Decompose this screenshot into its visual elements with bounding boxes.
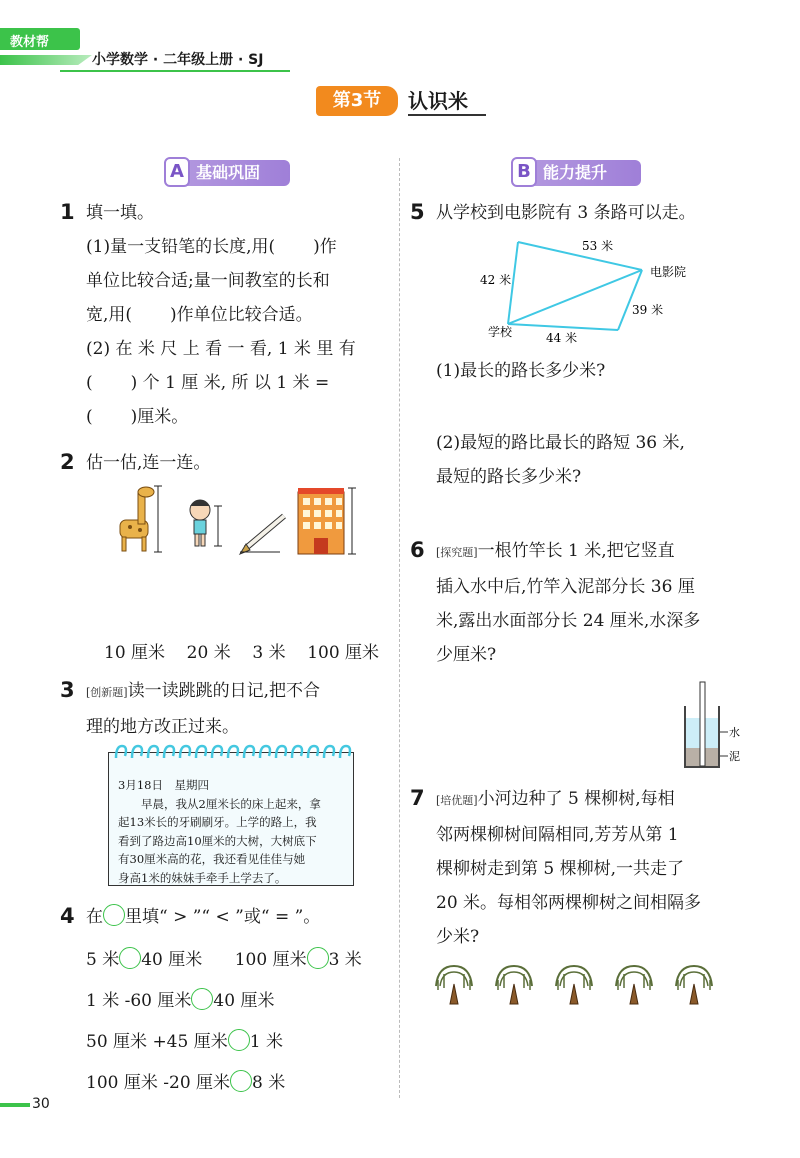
answer-circle[interactable]: [230, 1070, 252, 1092]
spiral-binding-icon: [110, 742, 354, 762]
q4-row: [86, 981, 398, 1022]
q6-text: [436, 534, 766, 672]
q7-line1: 小河边种了 5 棵柳树,每相: [477, 789, 675, 809]
q4-number: 4: [60, 904, 75, 928]
q1-p2e: )厘米。: [130, 407, 189, 427]
column-divider: [399, 158, 400, 1098]
beaker-diagram: [672, 680, 748, 770]
q3-number: 3: [60, 678, 75, 702]
q3-line2: 理的地方改正过来。: [86, 717, 239, 737]
answer-circle[interactable]: [103, 904, 125, 926]
q4-left: 1 米 -60 厘米: [86, 991, 192, 1011]
q1-p1b: )作: [313, 237, 337, 257]
book-title: 小学数学 · 二年级上册 · SJ: [92, 52, 264, 68]
q2-option: 10 厘米: [104, 643, 166, 663]
diary-date: 3月18日 星期四: [118, 778, 209, 792]
school-label: 学校: [488, 325, 513, 339]
q4-row: [86, 940, 398, 981]
q4-right: 40 厘米: [213, 991, 275, 1011]
q4-rows: [86, 940, 398, 1104]
q6-tag: [探究题]: [436, 546, 478, 559]
section-badge: 第3节: [316, 86, 398, 116]
willow-tree-icon: [616, 966, 652, 1004]
child-icon: [190, 500, 222, 546]
q7-text: [436, 782, 766, 954]
q7-line4: 20 米。每相邻两棵柳树之间相隔多: [436, 893, 702, 913]
q3-tag: [创新题]: [86, 686, 128, 699]
q2-pictures: [108, 482, 368, 556]
q5-sub2: [436, 426, 766, 494]
q2-option: 100 厘米: [307, 643, 380, 663]
q5-sub2-b: 最短的路长多少米?: [436, 467, 582, 487]
q5-number: 5: [410, 200, 425, 224]
q6-line2: 插入水中后,竹竿入泥部分长 36 厘: [436, 577, 695, 597]
willow-tree-icon: [496, 966, 532, 1004]
diary-line: 身高1米的妹妹手牵手上学去了。: [118, 870, 287, 885]
answer-circle[interactable]: [119, 947, 141, 969]
q4-right: 1 米: [249, 1032, 283, 1052]
pen-icon: [240, 516, 284, 554]
q7-number: 7: [410, 786, 425, 810]
q7-tag: [培优题]: [436, 794, 478, 807]
building-icon: [298, 488, 356, 554]
q1-title: 填一填。: [86, 203, 154, 223]
q5-title: 从学校到电影院有 3 条路可以走。: [436, 203, 696, 223]
q1-p1c: 单位比较合适;量一间教室的长和: [86, 271, 330, 291]
column-b-letter: B: [511, 157, 537, 187]
mud-label: 泥: [729, 750, 740, 763]
q4-left: 100 厘米: [234, 950, 307, 970]
q1-part1: [86, 230, 386, 434]
q1-p2a: (2) 在 米 尺 上 看 一 看, 1 米 里 有: [86, 339, 356, 359]
answer-circle[interactable]: [191, 988, 213, 1010]
q4-right: 8 米: [252, 1073, 286, 1093]
route-diagram: [470, 232, 700, 344]
willow-tree-icon: [436, 966, 472, 1004]
column-a-heading: [166, 160, 290, 186]
answer-circle[interactable]: [228, 1029, 250, 1051]
column-b-heading: [513, 160, 641, 186]
q7-line3: 棵柳树走到第 5 棵柳树,一共走了: [436, 859, 685, 879]
cinema-label: 电影院: [650, 265, 687, 279]
giraffe-icon: [120, 486, 162, 552]
q4-row: [86, 1063, 398, 1104]
q2-option: 20 米: [186, 643, 231, 663]
q6-line1: 一根竹竿长 1 米,把它竖直: [477, 541, 675, 561]
page-number: 30: [32, 1096, 50, 1112]
route-top-label: 53 米: [582, 239, 614, 253]
water-label: 水: [729, 726, 740, 739]
q3-line1: 读一读跳跳的日记,把不合: [127, 681, 320, 701]
willow-trees: [432, 960, 732, 1006]
diary-line: 起13米长的牙刷刷牙。上学的路上，我: [118, 815, 317, 829]
diary-line: 早晨，我从2厘米长的床上起来，拿: [118, 796, 321, 811]
q4-right: 40 厘米: [141, 950, 203, 970]
q4-intro: [86, 900, 320, 934]
q1-p2c: ) 个 1 厘 米, 所 以 1 米 =: [130, 373, 330, 393]
q4-left: 100 厘米 -20 厘米: [86, 1073, 231, 1093]
diary-line: 看到了路边高10厘米的大树，大树底下: [118, 833, 317, 848]
section-title: 认识米: [408, 86, 486, 116]
q1-p1a: (1)量一支铅笔的长度,用(: [86, 237, 276, 257]
q4-intro-b: 里填“ > ”“ < ”或“ = ”。: [125, 907, 321, 927]
q5-sub2-a: (2)最短的路比最长的路短 36 米,: [436, 433, 685, 453]
willow-tree-icon: [556, 966, 592, 1004]
diary-line: 有30厘米高的花，我还看见佳佳与她: [118, 852, 306, 866]
q4-right: 3 米: [328, 950, 362, 970]
answer-circle[interactable]: [307, 947, 329, 969]
q6-line4: 少厘米?: [436, 645, 497, 665]
q4-row: [86, 1022, 398, 1063]
q6-number: 6: [410, 538, 425, 562]
diary-text: [118, 776, 348, 887]
q2-title: 估一估,连一连。: [86, 453, 211, 473]
q1-p2b: (: [86, 373, 93, 393]
route-left-label: 42 米: [480, 273, 512, 287]
q6-line3: 米,露出水面部分长 24 厘米,水深多: [436, 611, 701, 631]
q1-p1e: )作单位比较合适。: [170, 305, 313, 325]
q5-sub1: (1)最长的路长多少米?: [436, 361, 606, 381]
route-right-label: 39 米: [632, 303, 664, 317]
q2-number: 2: [60, 450, 75, 474]
q1-p2d: (: [86, 407, 93, 427]
q4-left: 50 厘米 +45 厘米: [86, 1032, 228, 1052]
column-b-title: 能力提升: [543, 163, 608, 182]
footer-accent: [0, 1103, 30, 1107]
q1-p1d: 宽,用(: [86, 305, 133, 325]
q1-number: 1: [60, 200, 75, 224]
brand-tag: 教材帮: [0, 28, 80, 50]
q4-intro-a: 在: [86, 907, 103, 927]
column-a-title: 基础巩固: [196, 163, 261, 182]
column-a-letter: A: [164, 157, 190, 187]
willow-tree-icon: [676, 966, 712, 1004]
q2-options: [104, 636, 379, 670]
q7-line5: 少米?: [436, 927, 480, 947]
q2-option: 3 米: [252, 643, 286, 663]
route-bottom-label: 44 米: [546, 331, 578, 344]
q3-text: [86, 674, 396, 744]
q7-line2: 邻两棵柳树间隔相同,芳芳从第 1: [436, 825, 679, 845]
q4-left: 5 米: [86, 950, 120, 970]
